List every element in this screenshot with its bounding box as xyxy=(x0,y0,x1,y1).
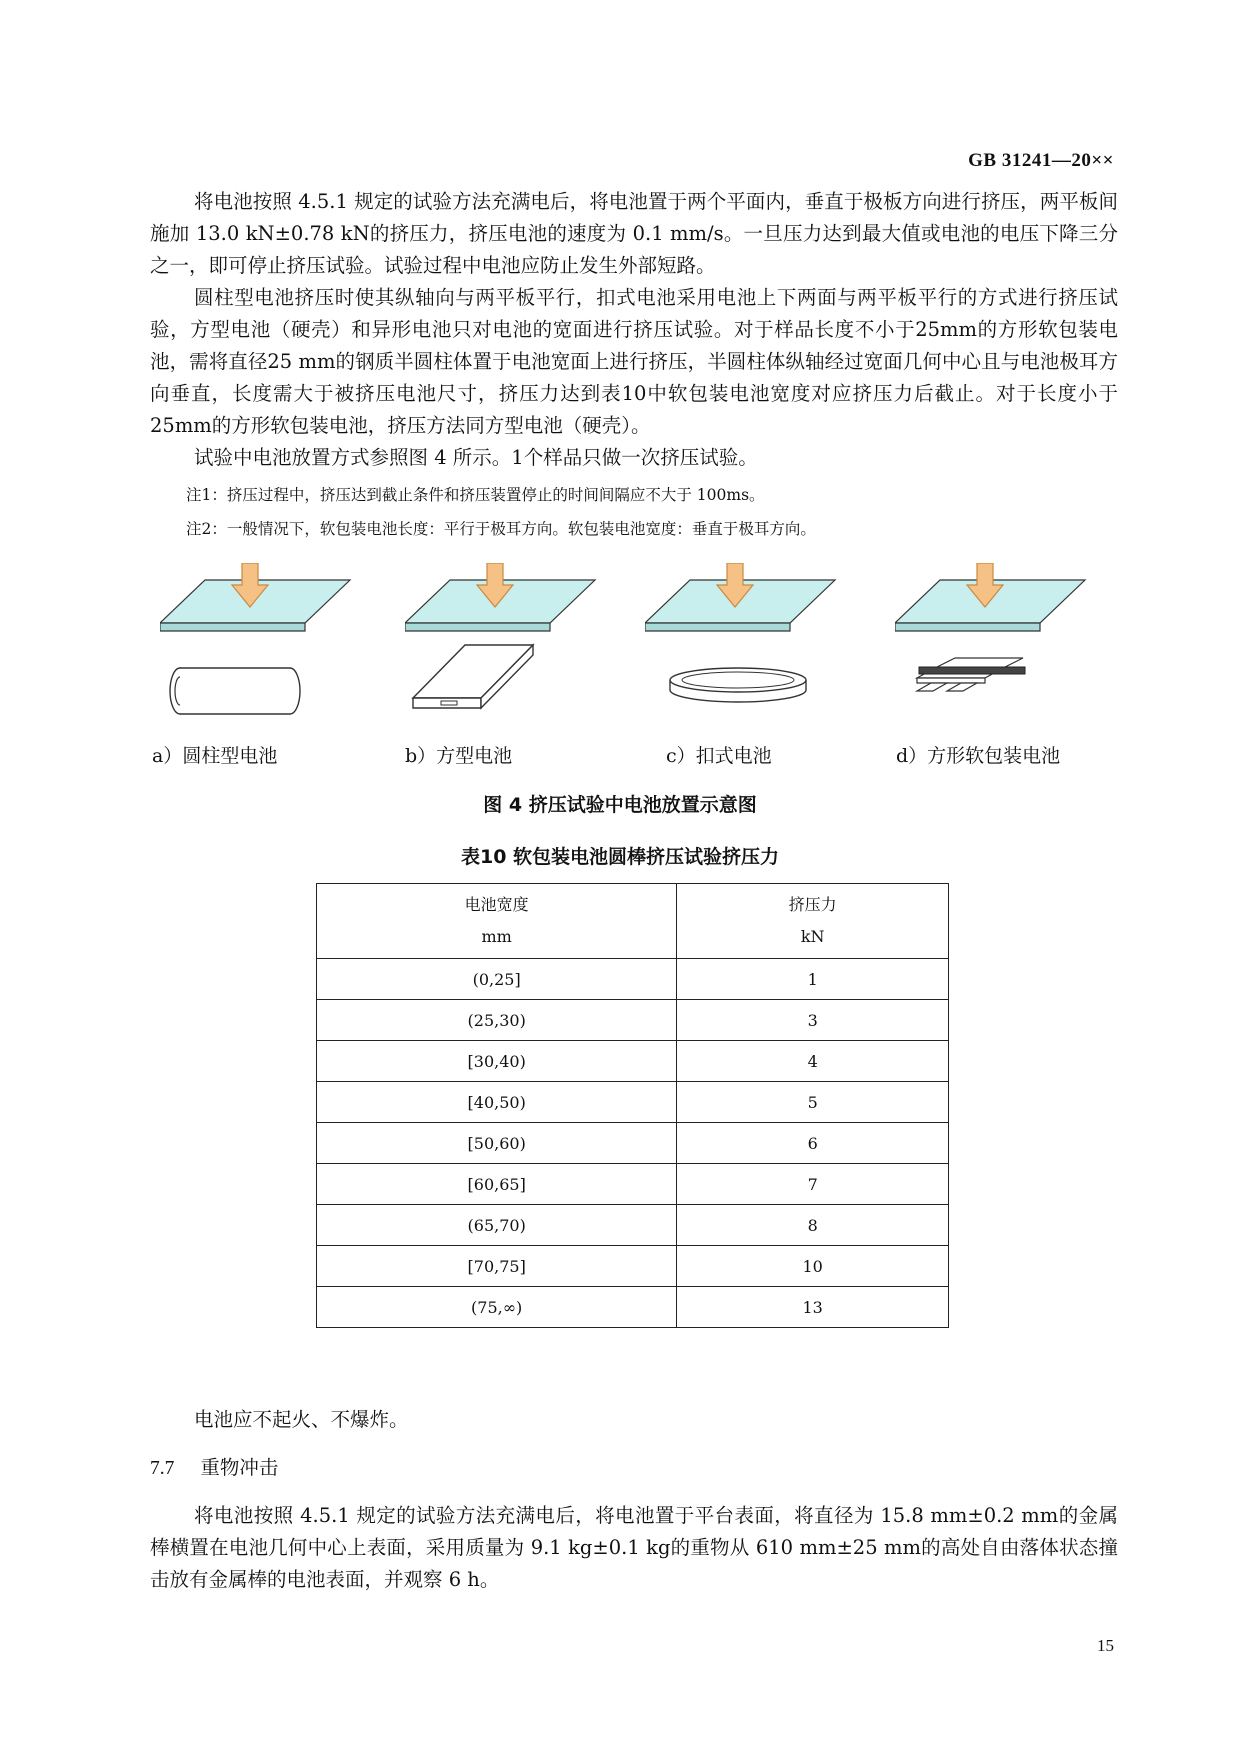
cell-width: [40,50) xyxy=(317,1082,677,1123)
cell-width: (25,30) xyxy=(317,1000,677,1041)
caption-a: a）圆柱型电池 xyxy=(152,745,278,767)
header-width-unit: mm xyxy=(481,927,512,946)
crush-rod-icon xyxy=(919,667,1025,674)
cell-width: [50,60) xyxy=(317,1123,677,1164)
section-heading xyxy=(150,1452,278,1480)
caption-d: d）方形软包装电池 xyxy=(896,745,1061,767)
caption-c: c）扣式电池 xyxy=(666,745,772,767)
body-paragraphs-top xyxy=(150,186,1118,474)
result-block xyxy=(150,1404,1118,1436)
header-width xyxy=(317,884,677,959)
paragraph-crush-orientation: 圆柱型电池挤压时使其纵轴向与两平板平行，扣式电池采用电池上下两面与两平板平行的方式进行挤压试验，方型电池（硬壳）和异形电池只对电池的宽面进行挤压试验。对于样品长度不小于25mm的方形软包装电池，需将直径25 mm的钢质半圆柱体置于电池宽面上进行挤压，半圆柱体纵轴经过宽面几何中心且与电池极耳方向垂直，长度需大于被挤压电池尺寸，挤压力达到表10中软包装电池宽度对应挤压力后截止。对于长度小于25mm的方形软包装电池，挤压方法同方型电池（硬壳）。 xyxy=(150,286,1118,437)
terminal-icon xyxy=(441,701,457,705)
crush-force-table xyxy=(316,883,949,1328)
table-row xyxy=(317,1246,949,1287)
header-force-unit: kN xyxy=(800,927,825,946)
cell-force: 6 xyxy=(677,1123,949,1164)
cell-width: [30,40) xyxy=(317,1041,677,1082)
page-number: 15 xyxy=(1097,1636,1114,1655)
header-force-name: 挤压力 xyxy=(788,895,837,914)
cell-width: (65,70) xyxy=(317,1205,677,1246)
paragraph-crush-method: 将电池按照 4.5.1 规定的试验方法充满电后，将电池置于两个平面内，垂直于极板方向进行挤压，两平板间施加 13.0 kN±0.78 kN的挤压力，挤压电池的速度为 0.1 mm/s。一旦压力达到最大值或电池的电压下降三分之一，即可停止挤压试验。试验过程中电池应防止发生外部短路。 xyxy=(150,190,1118,277)
pouch-battery-diagram xyxy=(895,563,1095,733)
table-row xyxy=(317,1123,949,1164)
cell-force: 4 xyxy=(677,1041,949,1082)
table-row xyxy=(317,1082,949,1123)
table-row xyxy=(317,1287,949,1328)
cylindrical-battery-diagram xyxy=(160,563,360,733)
note-1: 注1：挤压过程中，挤压达到截止条件和挤压装置停止的时间间隔应不大于 100ms。 xyxy=(186,486,765,504)
cell-width: (0,25] xyxy=(317,959,677,1000)
caption-b: b）方型电池 xyxy=(405,745,513,767)
standard-code: GB 31241—20×× xyxy=(968,150,1114,171)
tab-right-icon xyxy=(947,683,977,691)
section-title: 重物冲击 xyxy=(200,1456,279,1479)
cell-force: 5 xyxy=(677,1082,949,1123)
cell-force: 8 xyxy=(677,1205,949,1246)
cell-force: 1 xyxy=(677,959,949,1000)
cell-force: 3 xyxy=(677,1000,949,1041)
header-width-name: 电池宽度 xyxy=(464,895,529,914)
table-row xyxy=(317,959,949,1000)
section-body xyxy=(150,1500,1118,1596)
note-2: 注2：一般情况下，软包装电池长度：平行于极耳方向。软包装电池宽度：垂直于极耳方向。 xyxy=(186,520,816,538)
header-force xyxy=(677,884,949,959)
paragraph-impact-method: 将电池按照 4.5.1 规定的试验方法充满电后，将电池置于平台表面，将直径为 15.8 mm±0.2 mm的金属棒横置在电池几何中心上表面，采用质量为 9.1 kg±0.1 kg的重物从 610 mm±25 mm的高处自由落体状态撞击放有金属棒的电池表面，并观察 6 h。 xyxy=(150,1504,1118,1591)
section-number: 7.7 xyxy=(150,1458,175,1479)
figure-title: 图 4 挤压试验中电池放置示意图 xyxy=(483,794,757,816)
cell-width: (75,∞) xyxy=(317,1287,677,1328)
paragraph-crush-placement: 试验中电池放置方式参照图 4 所示。1个样品只做一次挤压试验。 xyxy=(194,446,758,469)
prismatic-battery-diagram xyxy=(405,563,605,733)
table-header-row xyxy=(317,884,949,959)
table-title: 表10 软包装电池圆棒挤压试验挤压力 xyxy=(460,846,780,868)
figure-4 xyxy=(150,563,1118,783)
press-plate-side xyxy=(160,623,305,631)
tab-left-icon xyxy=(917,683,947,691)
cell-force: 10 xyxy=(677,1246,949,1287)
cell-force: 13 xyxy=(677,1287,949,1328)
table-row xyxy=(317,1000,949,1041)
cell-width: [60,65] xyxy=(317,1164,677,1205)
table-row xyxy=(317,1164,949,1205)
cell-force: 7 xyxy=(677,1164,949,1205)
result-text: 电池应不起火、不爆炸。 xyxy=(194,1408,409,1431)
table-row xyxy=(317,1041,949,1082)
cell-width: [70,75] xyxy=(317,1246,677,1287)
cylinder-body xyxy=(180,668,300,714)
table-row xyxy=(317,1205,949,1246)
coin-battery-diagram xyxy=(645,563,845,733)
